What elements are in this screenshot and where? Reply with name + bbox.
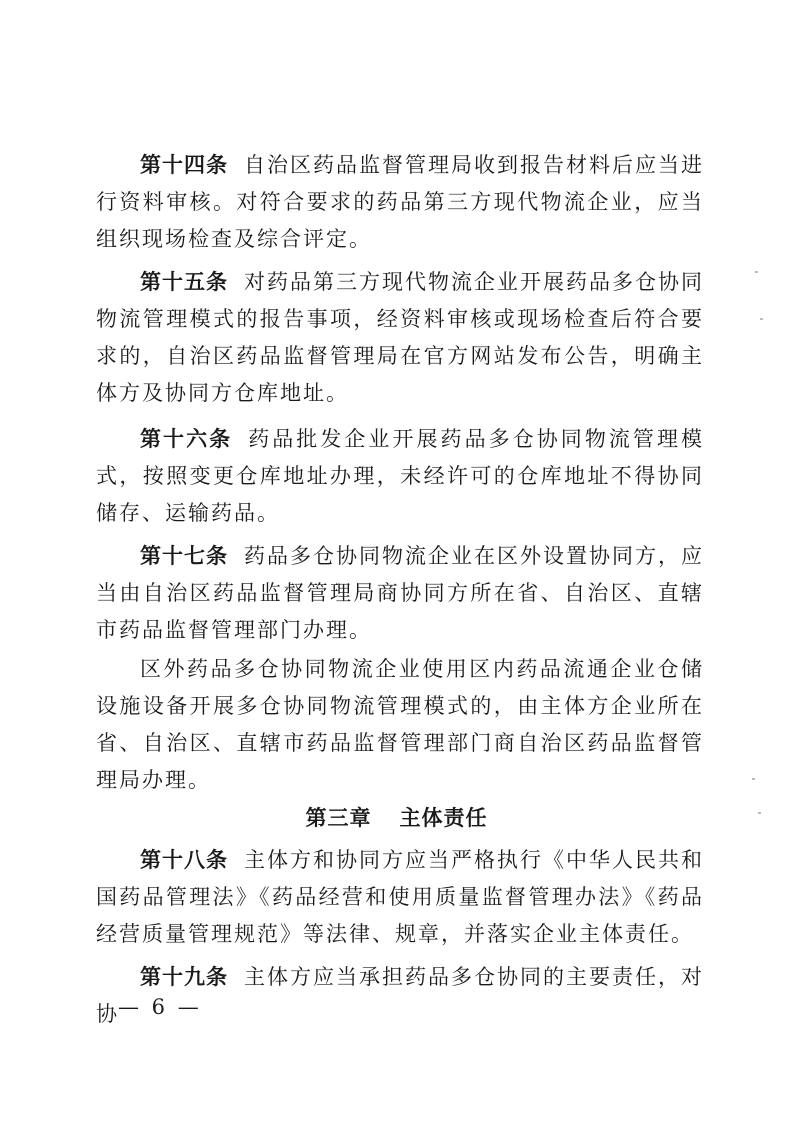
article-heading: 第十六条 xyxy=(140,426,233,451)
article-17-continuation xyxy=(96,651,704,799)
article-heading: 第十九条 xyxy=(140,964,228,989)
article-15 xyxy=(96,263,704,412)
chapter-title: 主体责任 xyxy=(399,805,488,830)
article-heading: 第十八条 xyxy=(140,847,228,872)
scan-speck xyxy=(752,778,755,780)
article-text: 药品多仓协同物流企业在区外设置协同方，应当由自治区药品监督管理局商协同方所在省、自治区、直辖市药品监督管理部门办理。 xyxy=(96,544,704,642)
article-text: 主体方和协同方应当严格执行《中华人民共和国药品管理法》《药品经营和使用质量监督管理办法》《药品经营质量管理规范》等法律、规章，并落实企业主体责任。 xyxy=(96,848,704,946)
chapter-heading xyxy=(0,802,793,832)
article-text: 主体方应当承担药品多仓协同的主要责任，对协 xyxy=(96,965,704,1026)
article-18 xyxy=(96,841,704,953)
article-text: 对药品第三方现代物流企业开展药品多仓协同物流管理模式的报告事项，经资料审核或现场检查后符合要求的，自治区药品监督管理局在官方网站发布公告，明确主体方及协同方仓库地址。 xyxy=(96,270,704,405)
scan-speck xyxy=(755,271,758,273)
article-14 xyxy=(96,146,704,258)
article-heading: 第十四条 xyxy=(140,152,228,177)
scan-speck xyxy=(758,812,761,814)
page-number: — 6 — xyxy=(118,995,202,1019)
article-heading: 第十五条 xyxy=(140,269,228,294)
article-text: 药品批发企业开展药品多仓协同物流管理模式，按照变更仓库地址办理，未经许可的仓库地址不得协同储存、运输药品。 xyxy=(96,427,705,525)
article-text: 区外药品多仓协同物流企业使用区内药品流通企业仓储设施设备开展多仓协同物流管理模式的，由主体方企业所在省、自治区、直辖市药品监督管理部门商自治区药品监督管理局办理。 xyxy=(96,657,704,792)
article-16 xyxy=(96,420,704,532)
chapter-number: 第三章 xyxy=(305,805,372,830)
article-heading: 第十七条 xyxy=(140,543,228,568)
article-text: 自治区药品监督管理局收到报告材料后应当进行资料审核。对符合要求的药品第三方现代物流企业，应当组织现场检查及综合评定。 xyxy=(96,153,704,251)
article-17 xyxy=(96,537,704,649)
scan-speck xyxy=(760,318,763,320)
